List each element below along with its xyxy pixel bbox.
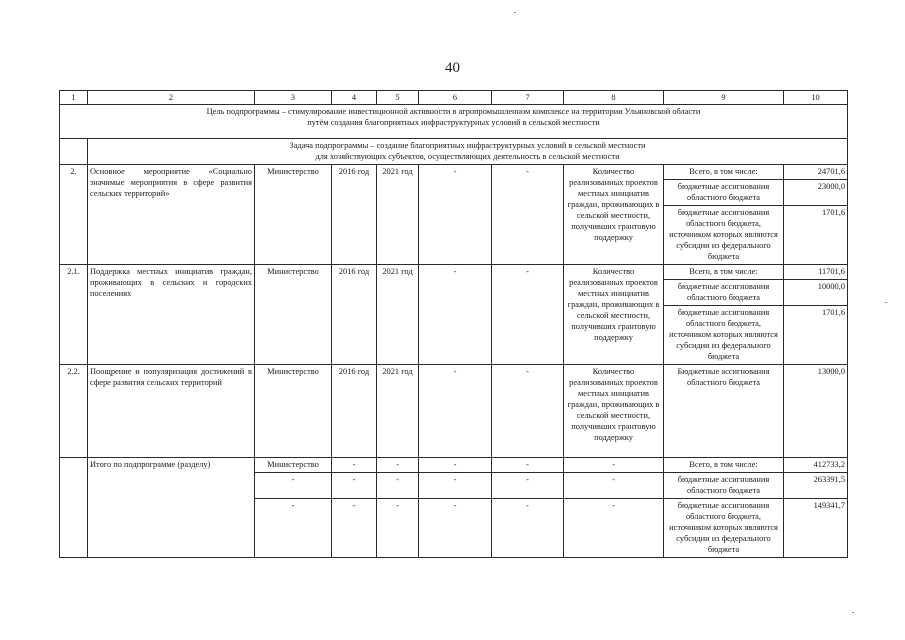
event-name: Основное мероприятие «Социально значимые мероприятия в сфере развития сельских территорий» [88, 165, 255, 265]
dash-cell: - [419, 499, 492, 558]
dash-cell: - [255, 499, 332, 558]
scan-speck [514, 12, 516, 13]
funding-amount: 412733,2 [784, 458, 848, 473]
table-row [60, 165, 848, 180]
column-number-row [60, 91, 848, 105]
column-number: 4 [332, 91, 377, 105]
program-table [59, 90, 848, 558]
total-label: Итого по подпрограмме (разделу) [88, 458, 255, 558]
dash-cell: - [332, 458, 377, 473]
scan-speck [885, 302, 887, 303]
indicator: Количество реализованных проектов местных инициатив граждан, проживающих в сельской местности, получивших грантовую поддержку [564, 265, 664, 365]
dash-cell: - [492, 473, 564, 499]
funding-source: Всего, в том числе: [664, 458, 784, 473]
column-number: 3 [255, 91, 332, 105]
dash-cell: - [332, 499, 377, 558]
dash-cell: - [492, 365, 564, 458]
goal-line: Цель подпрограммы – стимулирование инвестиционной активности в агропромышленном комплексе на территории Ульяновской области [206, 107, 701, 116]
funding-source: бюджетные ассигнования областного бюджета, источником которых являются субсидии из федерального бюджета [664, 499, 784, 558]
executor: Министерство [255, 165, 332, 265]
column-number: 8 [564, 91, 664, 105]
funding-amount: 24701,6 [784, 165, 848, 180]
dash-cell: - [492, 265, 564, 365]
dash-cell: - [492, 458, 564, 473]
event-name: Поощрение и популяризация достижений в сфере развития сельских территорий [88, 365, 255, 458]
funding-amount: 149341,7 [784, 499, 848, 558]
task-line: для хозяйствующих субъектов, осуществляющих деятельность в сельской местности [315, 152, 620, 161]
page-number: 40 [445, 60, 460, 76]
funding-source: Всего, в том числе: [664, 265, 784, 280]
goal-row [60, 105, 848, 139]
end-year: 2021 год [377, 265, 419, 365]
start-year: 2016 год [332, 365, 377, 458]
column-number: 5 [377, 91, 419, 105]
goal-cell [60, 105, 848, 139]
dash-cell: - [377, 499, 419, 558]
funding-source: бюджетные ассигнования областного бюджета [664, 280, 784, 306]
task-line: Задача подпрограммы – создание благоприятных инфраструктурных условий в сельской местности [289, 141, 646, 150]
row-number: 2. [60, 165, 88, 265]
funding-source: бюджетные ассигнования областного бюджета, источником которых являются субсидии из федерального бюджета [664, 206, 784, 265]
table-row [60, 365, 848, 458]
funding-amount: 11701,6 [784, 265, 848, 280]
column-number: 6 [419, 91, 492, 105]
task-cell [88, 139, 848, 165]
dash-cell: - [255, 473, 332, 499]
row-number: 2.2. [60, 365, 88, 458]
dash-cell: - [492, 499, 564, 558]
event-name: Поддержка местных инициатив граждан, проживающих в сельских и городских поселениях [88, 265, 255, 365]
column-number: 7 [492, 91, 564, 105]
total-row [60, 458, 848, 473]
dash-cell: - [419, 265, 492, 365]
task-row [60, 139, 848, 165]
funding-amount: 263391,5 [784, 473, 848, 499]
end-year: 2021 год [377, 365, 419, 458]
dash-cell: - [419, 473, 492, 499]
scan-speck [852, 612, 854, 613]
funding-source: Бюджетные ассигнования областного бюджета [664, 365, 784, 458]
dash-cell: - [492, 165, 564, 265]
dash-cell: - [377, 458, 419, 473]
dash-cell: - [419, 165, 492, 265]
funding-amount: 13000,0 [784, 365, 848, 458]
indicator: Количество реализованных проектов местных инициатив граждан, проживающих в сельской местности, получивших грантовую поддержку [564, 365, 664, 458]
executor: Министерство [255, 265, 332, 365]
funding-source: бюджетные ассигнования областного бюджета, источником которых являются субсидии из федерального бюджета [664, 306, 784, 365]
executor: Министерство [255, 458, 332, 473]
dash-cell: - [332, 473, 377, 499]
dash-cell: - [564, 473, 664, 499]
indicator: Количество реализованных проектов местных инициатив граждан, проживающих в сельской местности, получивших грантовую поддержку [564, 165, 664, 265]
column-number: 1 [60, 91, 88, 105]
column-number: 9 [664, 91, 784, 105]
funding-amount: 1701,6 [784, 206, 848, 265]
funding-amount: 23000,0 [784, 180, 848, 206]
funding-source: бюджетные ассигнования областного бюджета [664, 473, 784, 499]
goal-line: путём создания благоприятных инфраструктурных условий в сельской местности [307, 118, 600, 127]
start-year: 2016 год [332, 165, 377, 265]
end-year: 2021 год [377, 165, 419, 265]
funding-source: Всего, в том числе: [664, 165, 784, 180]
dash-cell: - [419, 365, 492, 458]
executor: Министерство [255, 365, 332, 458]
funding-source: бюджетные ассигнования областного бюджета [664, 180, 784, 206]
dash-cell: - [377, 473, 419, 499]
funding-amount: 1701,6 [784, 306, 848, 365]
dash-cell: - [419, 458, 492, 473]
table-row [60, 265, 848, 280]
column-number: 10 [784, 91, 848, 105]
start-year: 2016 год [332, 265, 377, 365]
dash-cell: - [564, 458, 664, 473]
dash-cell: - [564, 499, 664, 558]
funding-amount: 10000,0 [784, 280, 848, 306]
column-number: 2 [88, 91, 255, 105]
row-number: 2.1. [60, 265, 88, 365]
